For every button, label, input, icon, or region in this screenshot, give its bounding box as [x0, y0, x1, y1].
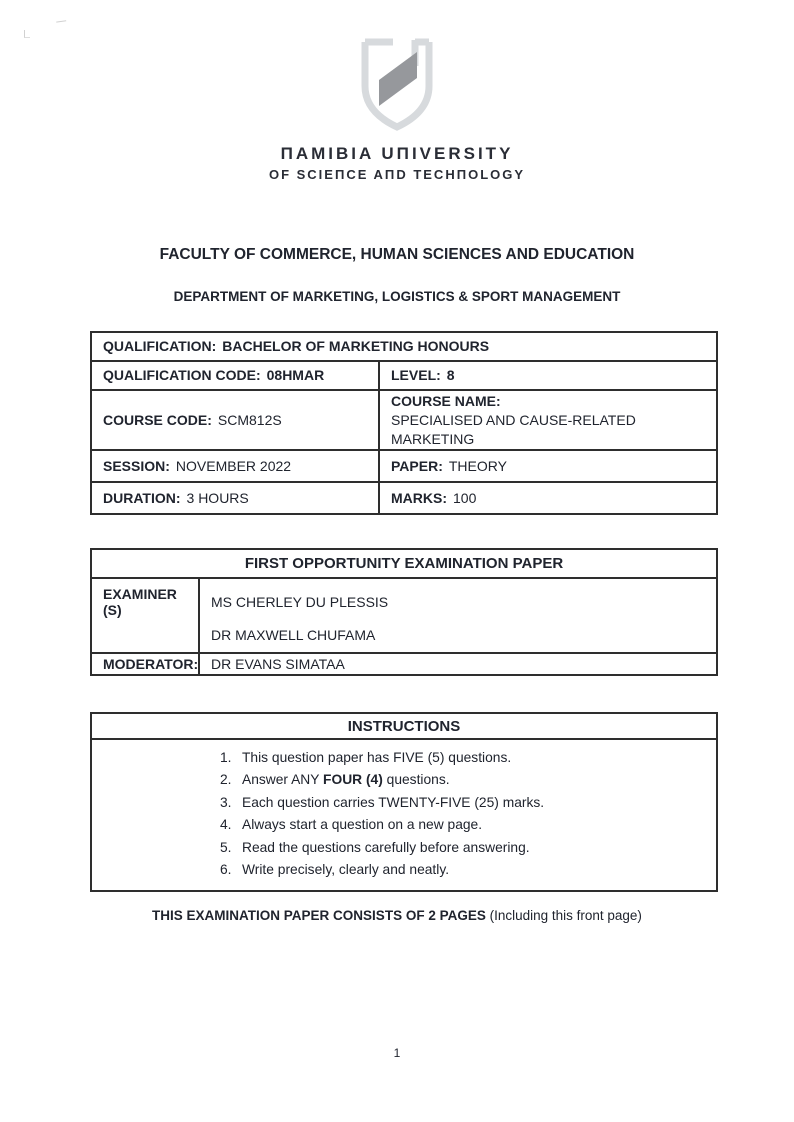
- instruction-number: 2.: [220, 772, 232, 788]
- university-shield-icon: [345, 36, 449, 134]
- level-value: 8: [446, 367, 455, 383]
- instruction-number: 5.: [220, 839, 232, 855]
- moderator-label: MODERATOR:: [103, 656, 199, 672]
- qualification-code-value: 08HMAR: [266, 367, 325, 383]
- instruction-number: 1.: [220, 750, 232, 765]
- marks-value: 100: [453, 489, 477, 506]
- instruction-item: [92, 792, 716, 814]
- table-row-qualification: [92, 333, 716, 360]
- instruction-text: Answer ANY: [242, 772, 324, 788]
- table-row-examiners: [92, 577, 716, 652]
- exam-paper-title: FIRST OPPORTUNITY EXAMINATION PAPER: [244, 555, 564, 572]
- instruction-item: 2. Answer ANY FOUR (4) questions.: [92, 769, 716, 791]
- instruction-item: [92, 859, 716, 881]
- instruction-text: Read the questions carefully before answering.: [242, 839, 530, 855]
- session-label: SESSION:: [103, 457, 170, 474]
- table-row-duration-marks: [92, 481, 716, 513]
- page-count-note: [0, 908, 794, 923]
- instruction-item: [92, 814, 716, 836]
- duration-label: DURATION:: [103, 489, 181, 506]
- university-wordmark: ΠAMIBIA UΠIVERSITY: [280, 144, 514, 163]
- qualification-label: QUALIFICATION:: [103, 338, 217, 354]
- instruction-number: 6.: [220, 862, 232, 878]
- qualification-code-label: QUALIFICATION CODE:: [103, 367, 261, 383]
- faculty-heading: FACULTY OF COMMERCE, HUMAN SCIENCES AND EDUCATION: [159, 246, 635, 263]
- examiner-name: DR MAXWELL CHUFAMA: [211, 627, 376, 643]
- instruction-item: [92, 747, 716, 769]
- instructions-table: [90, 712, 718, 892]
- level-label: LEVEL:: [391, 367, 441, 383]
- marks-label: MARKS:: [391, 489, 447, 506]
- paper-label: PAPER:: [391, 457, 443, 474]
- instruction-number: 3.: [220, 794, 232, 810]
- instruction-number: 4.: [220, 817, 232, 833]
- scan-artifact: [56, 17, 66, 22]
- examiner-label: EXAMINER (S): [103, 586, 177, 618]
- table-row-instructions-body: [92, 738, 716, 890]
- page-count-note-regular: (Including this front page): [485, 908, 642, 923]
- instructions-title: INSTRUCTIONS: [347, 717, 461, 735]
- course-details-table: [90, 331, 718, 515]
- duration-value: 3 HOURS: [186, 489, 249, 506]
- course-name-value: SPECIALISED AND CAUSE-RELATED MARKETING: [391, 411, 636, 447]
- table-row-course: [92, 389, 716, 449]
- table-row-moderator: [92, 652, 716, 674]
- table-row-title: [92, 550, 716, 577]
- course-code-value: SCM812S: [217, 411, 282, 428]
- page-count-note-bold: THIS EXAMINATION PAPER CONSISTS OF 2 PAGES: [152, 908, 486, 923]
- university-logo: [0, 36, 794, 182]
- instruction-text: Always start a question on a new page.: [242, 817, 483, 833]
- instruction-text: Write precisely, clearly and neatly.: [242, 862, 450, 878]
- paper-value: THEORY: [448, 457, 507, 474]
- examiner-name: MS CHERLEY DU PLESSIS: [211, 594, 389, 610]
- department-heading: DEPARTMENT OF MARKETING, LOGISTICS & SPORT MANAGEMENT: [173, 289, 621, 304]
- session-value: NOVEMBER 2022: [175, 457, 292, 474]
- course-name-label: COURSE NAME:: [391, 392, 501, 409]
- university-wordmark-sub: OF SCIEΠCE AΠD TECHΠOLOGY: [268, 167, 526, 182]
- table-row-session-paper: [92, 449, 716, 481]
- course-code-label: COURSE CODE:: [103, 411, 212, 428]
- instruction-text: Each question carries TWENTY-FIVE (25) marks.: [242, 794, 545, 810]
- qualification-value: BACHELOR OF MARKETING HONOURS: [222, 338, 490, 354]
- table-row-instructions-title: [92, 714, 716, 738]
- page-number: 1: [393, 1046, 401, 1060]
- table-row-code-level: [92, 360, 716, 389]
- instruction-item: [92, 837, 716, 859]
- moderator-name: DR EVANS SIMATAA: [211, 656, 345, 672]
- examiner-table: [90, 548, 718, 676]
- instruction-text: This question paper has FIVE (5) questions.: [242, 750, 512, 765]
